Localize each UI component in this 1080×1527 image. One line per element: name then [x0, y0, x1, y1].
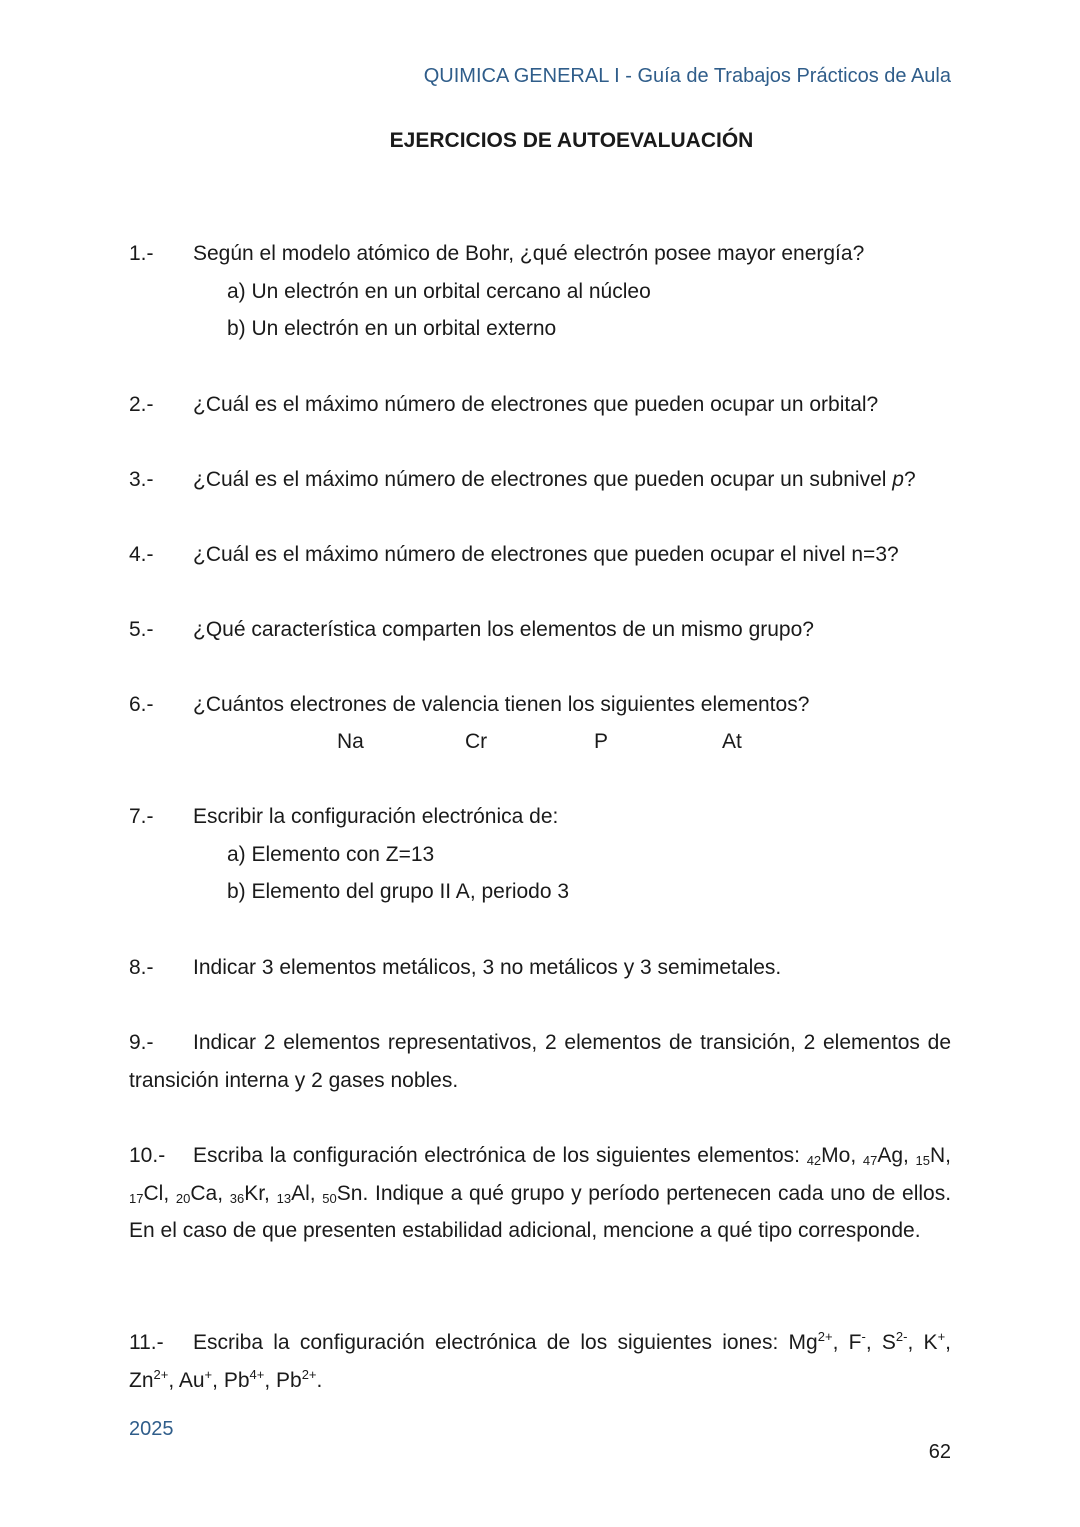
- ion-charge: -: [861, 1329, 866, 1344]
- q6-element: Na: [337, 730, 364, 753]
- q3-number: 3.-: [129, 468, 154, 491]
- q9-text: Indicar 2 elementos representativos, 2 elementos de transición, 2 elementos de transición interna y 2 gases nobles.: [129, 1031, 951, 1092]
- atomic-number: 13: [276, 1190, 292, 1206]
- element-symbol: $_{20}$Ca: [175, 1181, 218, 1206]
- q11-number: 11.-: [129, 1331, 164, 1354]
- atomic-number: 17: [129, 1190, 144, 1206]
- q3-text-main: ¿Cuál es el máximo número de electrones que pueden ocupar un subnivel: [193, 468, 893, 491]
- q3-italic-p: p: [892, 468, 904, 491]
- q7-text: Escribir la configuración electrónica de:: [193, 805, 559, 828]
- ion-symbol: $Pb^{2+}$: [276, 1366, 317, 1392]
- q11-paragraph: [129, 1324, 951, 1399]
- ion-symbol: $S^{2-}$: [881, 1329, 908, 1354]
- q6-number: 6.-: [129, 693, 154, 716]
- atomic-number: 50: [322, 1190, 337, 1206]
- q6-element: At: [722, 730, 742, 753]
- q1-option-b: b) Un electrón en un orbital externo: [227, 317, 557, 340]
- q10-number: 10.-: [129, 1144, 166, 1167]
- q10-paragraph: [129, 1137, 951, 1250]
- ion-charge: +: [937, 1329, 946, 1344]
- element-symbol: $_{13}$Al: [276, 1181, 310, 1206]
- q9-number: 9.-: [129, 1031, 154, 1054]
- ion-symbol: $Pb^{4+}$: [223, 1366, 265, 1392]
- atomic-number: 15: [915, 1153, 930, 1168]
- q11-ion-list: $Mg^{2+}$, F-, $S^{2-}$, K+, $Zn^{2+}$, Au+, $Pb^{4+}$, $Pb^{2+}$: [129, 1329, 951, 1392]
- element-symbol: $_{17}$Cl: [129, 1181, 164, 1206]
- ion-charge: +: [204, 1366, 213, 1382]
- atomic-number: 42: [806, 1153, 822, 1168]
- ion-charge: 4+: [249, 1366, 265, 1382]
- q7-option-a: a) Elemento con Z=13: [227, 843, 435, 866]
- q4-number: 4.-: [129, 543, 154, 566]
- ion-charge: 2+: [817, 1329, 833, 1344]
- ion-symbol: $Mg^{2+}$: [788, 1329, 833, 1354]
- q9-paragraph: [129, 1024, 951, 1099]
- atomic-number: 36: [229, 1190, 245, 1206]
- ion-symbol: Au+: [178, 1366, 213, 1392]
- q10-element-list: $_{42}$Mo, $_{47}$Ag, $_{15}$N, $_{17}$Cl, $_{20}$Ca, $_{36}$Kr, $_{13}$Al, $_{50}$Sn: [129, 1144, 952, 1206]
- ion-charge: 2-: [895, 1329, 908, 1344]
- q6-element: P: [594, 730, 609, 753]
- q2-number: 2.-: [129, 393, 154, 416]
- ion-symbol: F-: [848, 1329, 866, 1354]
- footer-year: 2025: [129, 1418, 174, 1440]
- ion-symbol: $Zn^{2+}$: [129, 1366, 169, 1392]
- running-header: QUIMICA GENERAL I - Guía de Trabajos Prácticos de Aula: [423, 65, 951, 87]
- section-title: EJERCICIOS DE AUTOEVALUACIÓN: [389, 129, 754, 152]
- q5-text: ¿Qué característica comparten los elementos de un mismo grupo?: [193, 618, 814, 641]
- q8-number: 8.-: [129, 956, 154, 979]
- q7-number: 7.-: [129, 805, 154, 828]
- q6-text: ¿Cuántos electrones de valencia tienen los siguientes elementos?: [193, 693, 810, 716]
- q10-intro: Escriba la configuración electrónica de los siguientes elementos:: [193, 1144, 807, 1167]
- q6-element: Cr: [465, 730, 488, 753]
- q11-intro: Escriba la configuración electrónica de los siguientes iones:: [193, 1331, 789, 1354]
- q1-option-a: a) Un electrón en un orbital cercano al núcleo: [227, 280, 651, 303]
- q11-end: .: [316, 1368, 323, 1392]
- ion-symbol: K+: [923, 1329, 946, 1354]
- q7-option-b: b) Elemento del grupo II A, periodo 3: [227, 880, 570, 903]
- q1-text: Según el modelo atómico de Bohr, ¿qué electrón posee mayor energía?: [193, 242, 865, 265]
- q1-number: 1.-: [129, 242, 154, 265]
- page-number: 62: [928, 1441, 951, 1463]
- q3-end: ?: [903, 468, 916, 491]
- q10-rest: . Indique a qué grupo y período pertenecen cada uno de ellos. En el caso de que presenten estabilidad adicional, mencione a qué tipo corresponde.: [129, 1181, 952, 1242]
- element-symbol: $_{50}$Sn: [322, 1181, 363, 1206]
- q4-text: ¿Cuál es el máximo número de electrones que pueden ocupar el nivel n=3?: [193, 543, 899, 566]
- ion-charge: 2+: [153, 1366, 169, 1382]
- ion-charge: 2+: [301, 1366, 317, 1382]
- q2-text: ¿Cuál es el máximo número de electrones que pueden ocupar un orbital?: [193, 393, 879, 416]
- element-symbol: $_{15}$N: [915, 1144, 946, 1168]
- atomic-number: 47: [862, 1153, 878, 1168]
- element-symbol: $_{42}$Mo: [806, 1144, 851, 1168]
- q3-text: [193, 467, 916, 493]
- atomic-number: 20: [175, 1190, 191, 1206]
- element-symbol: $_{36}$Kr: [229, 1181, 265, 1206]
- q5-number: 5.-: [129, 618, 154, 641]
- q8-text: Indicar 3 elementos metálicos, 3 no metálicos y 3 semimetales.: [193, 956, 782, 979]
- element-symbol: $_{47}$Ag: [862, 1144, 904, 1168]
